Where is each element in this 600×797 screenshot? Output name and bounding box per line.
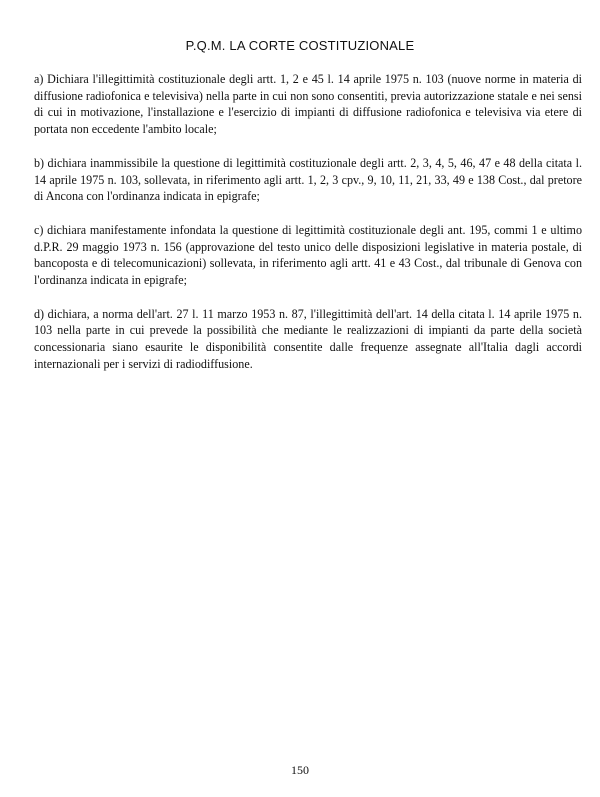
page-title: P.Q.M. LA CORTE COSTITUZIONALE — [185, 38, 415, 53]
document-body — [34, 71, 582, 390]
paragraph-d: d) dichiara, a norma dell'art. 27 l. 11 marzo 1953 n. 87, l'illegittimità dell'art. 14 della citata l. 14 aprile 1975 n. 103 nella parte in cui prevede la possibilità che mediante le realizzazioni di impianti da parte della società concessionaria siano esaurite le disponibilità consentite dalle frequenze assegnate all'Italia dagli accordi internazionali per i servizi di radiodiffusione. — [34, 306, 582, 371]
paragraph-c: c) dichiara manifestamente infondata la questione di legittimità costituzionale degli ant. 195, commi 1 e ultimo d.P.R. 29 maggio 1973 n. 156 (approvazione del testo unico delle disposizioni legislative in materia postale, di bancoposta e di telecomunicazioni) sollevata, in riferimento agli artt. 41 e 43 Cost., dal tribunale di Genova con l'ordinanza indicata in epigrafe; — [34, 222, 582, 288]
paragraph-b: b) dichiara inammissibile la questione di legittimità costituzionale degli artt. 2, 3, 4, 5, 46, 47 e 48 della citata l. 14 aprile 1975 n. 103, sollevata, in riferimento agli artt. 1, 2, 3 cpv., 9, 10, 11, 21, 33, 49 e 138 Cost., dal pretore di Ancona con l'ordinanza indicata in epigrafe; — [34, 155, 582, 204]
paragraph-a: a) Dichiara l'illegittimità costituzionale degli artt. 1, 2 e 45 l. 14 aprile 1975 n. 103 (nuove norme in materia di diffusione radiofonica e televisiva) nella parte in cui non sono consentiti, previa autorizzazione statale e nei sensi di cui in motivazione, l'installazione e l'esercizio di impianti di diffusione radiofonica e televisiva via etere di portata non eccedente l'ambito locale; — [34, 72, 582, 137]
page-number: 150 — [291, 763, 309, 777]
